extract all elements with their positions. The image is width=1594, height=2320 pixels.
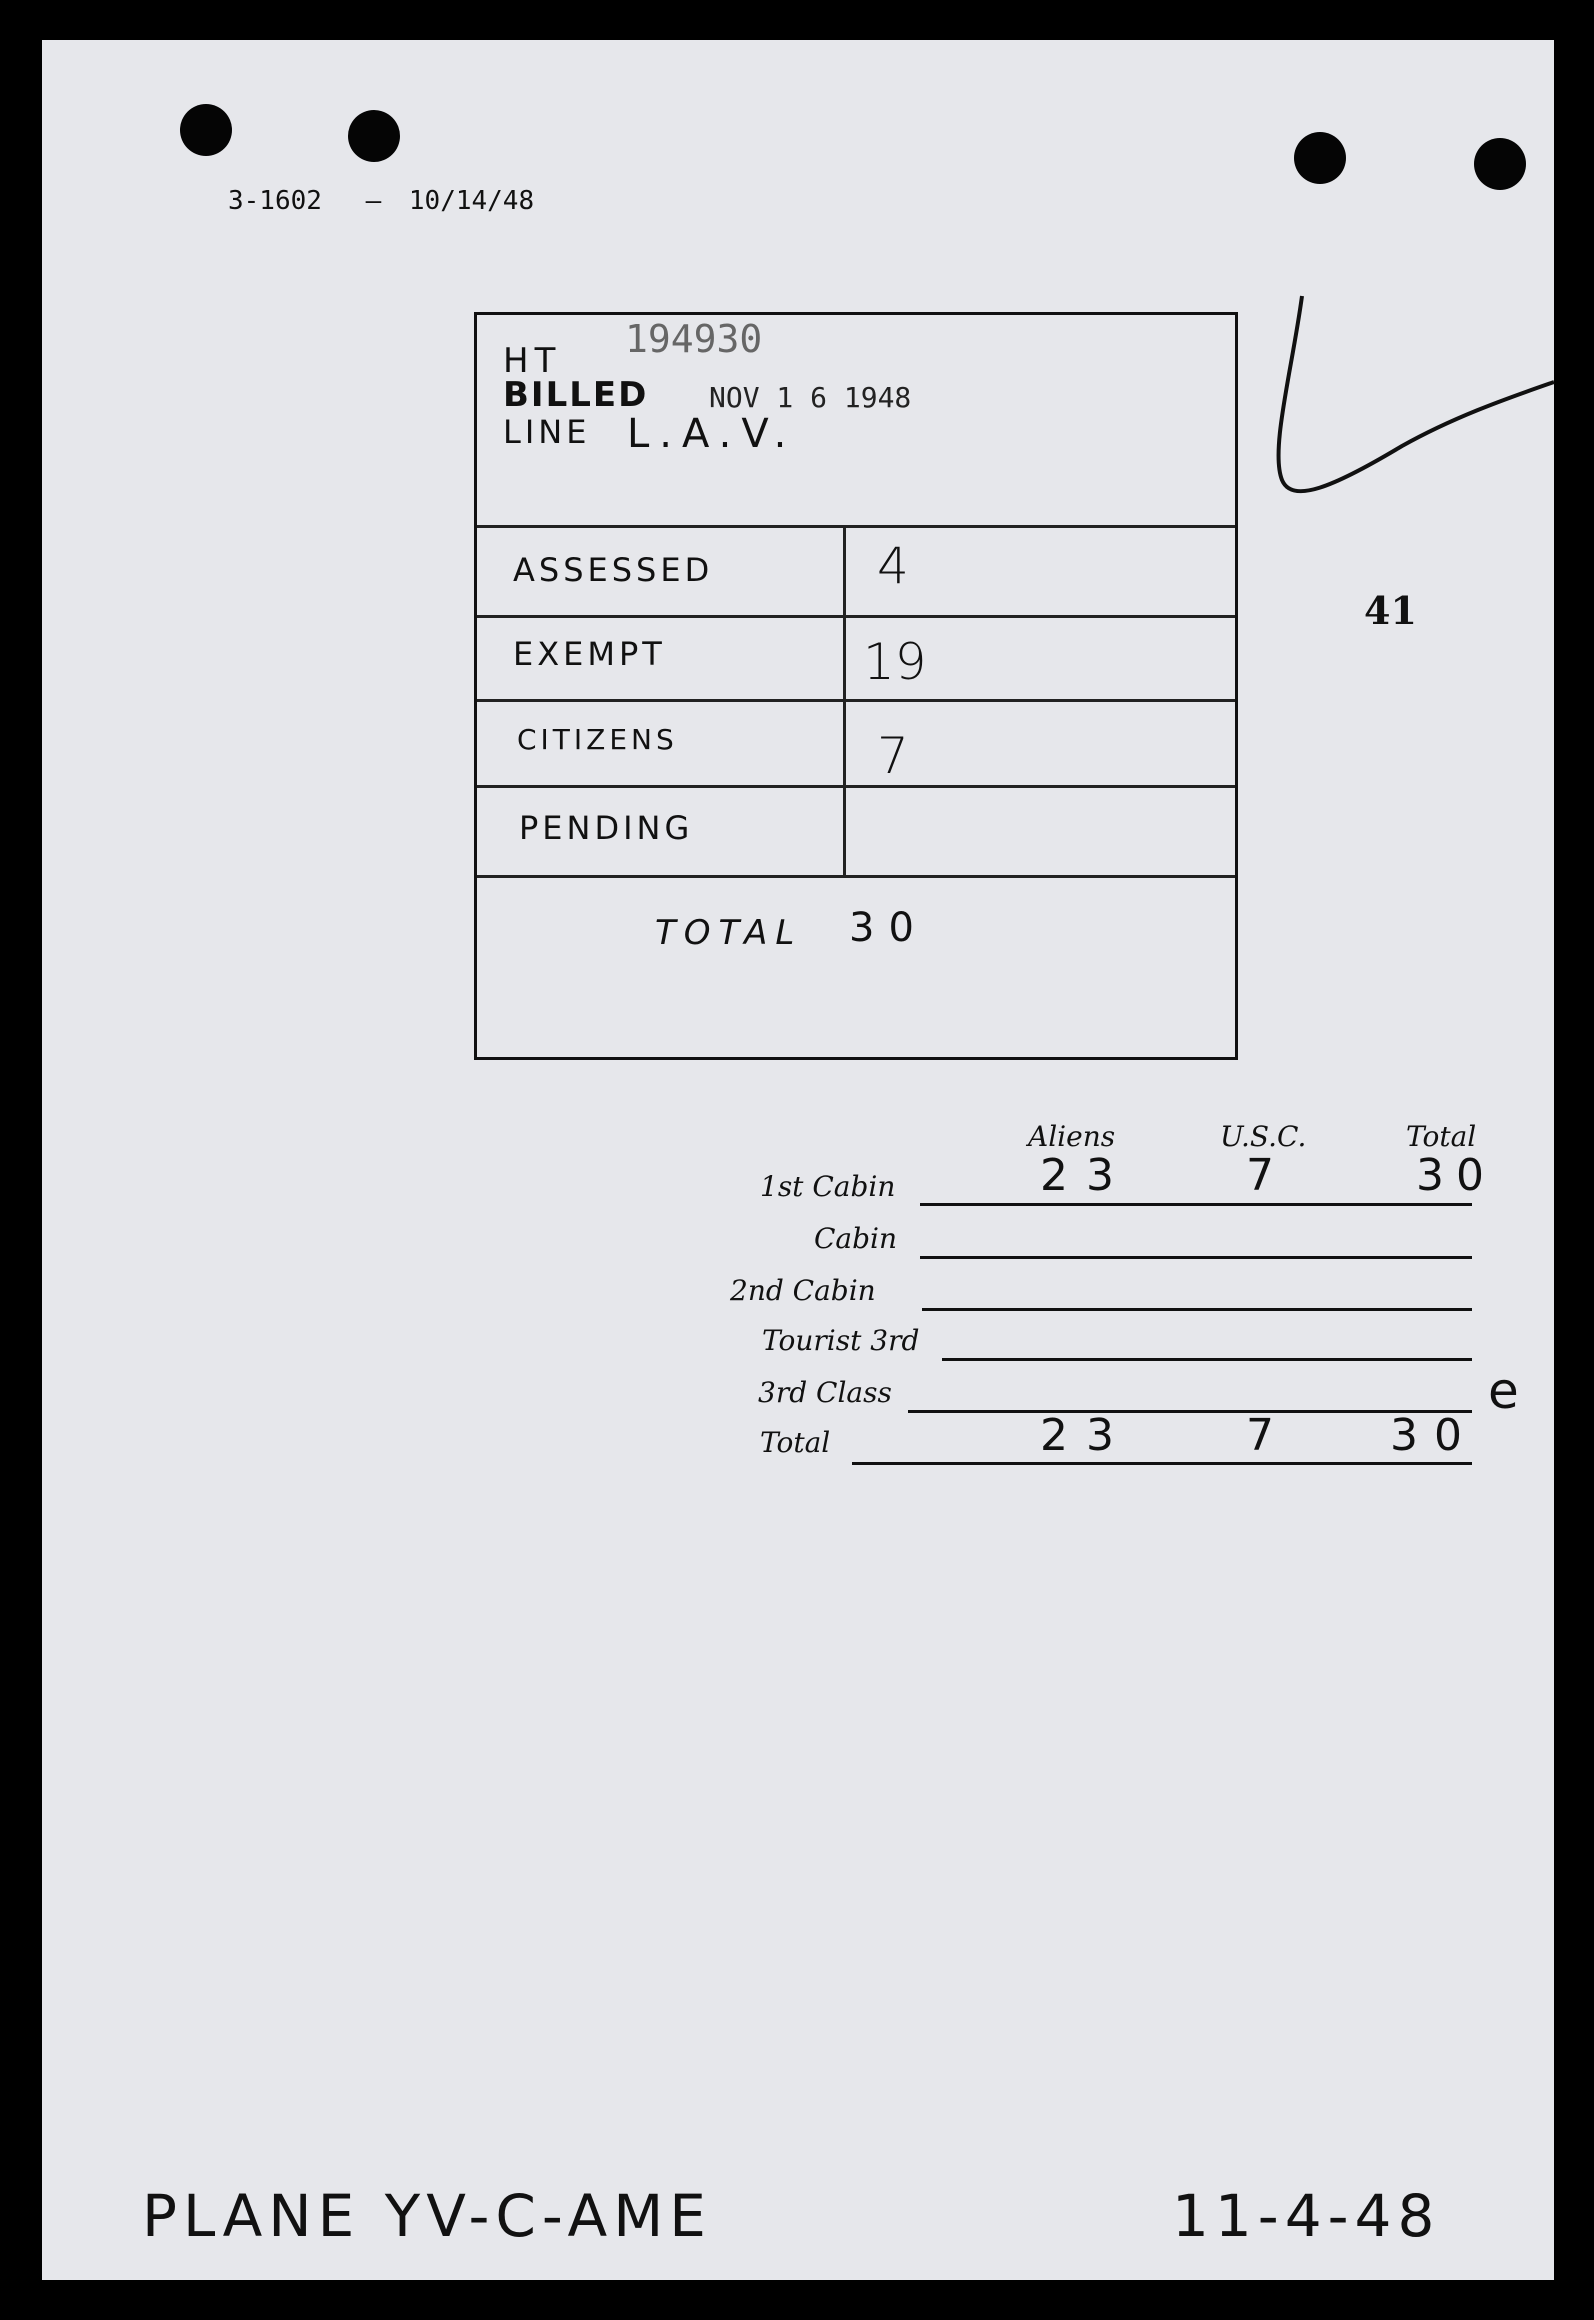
line-value: L.A.V. — [627, 411, 797, 457]
exempt-value: 19 — [863, 633, 927, 691]
ht-number: 194930 — [625, 317, 763, 361]
assessment-box — [474, 312, 1238, 1060]
billed-date: NOV 1 6 1948 — [709, 381, 912, 414]
punch-hole-icon — [1294, 132, 1346, 184]
punch-hole-icon — [1474, 138, 1526, 190]
citizens-label: CITIZENS — [517, 723, 678, 756]
row-label-3rd-class: 3rd Class — [758, 1376, 892, 1409]
reference-line — [228, 186, 534, 216]
pending-label: PENDING — [519, 809, 694, 847]
punch-hole-icon — [180, 104, 232, 156]
divider — [843, 525, 846, 875]
assessed-label: ASSESSED — [513, 551, 714, 589]
header-usc: U.S.C. — [1220, 1120, 1307, 1153]
divider — [477, 615, 1235, 618]
row-label-cabin: Cabin — [814, 1222, 898, 1255]
reference-dash: — — [365, 186, 382, 216]
divider — [477, 785, 1235, 788]
check-mark-icon — [1262, 250, 1562, 520]
footer-date: 11-4-48 — [1172, 2182, 1441, 2250]
form-number: 3-1602 — [228, 186, 322, 216]
reference-date: 10/14/48 — [408, 186, 535, 216]
divider — [477, 699, 1235, 702]
row-label-tourist-3rd: Tourist 3rd — [762, 1324, 920, 1357]
header-aliens: Aliens — [1028, 1120, 1116, 1153]
assessed-value: 4 — [877, 537, 909, 595]
aliens-1st-cabin: 23 — [1040, 1150, 1132, 1201]
ht-label: HT — [503, 341, 562, 381]
usc-1st-cabin: 7 — [1246, 1150, 1274, 1201]
divider — [477, 525, 1235, 528]
fill-line — [852, 1462, 1472, 1465]
document-sheet — [42, 40, 1554, 2280]
exempt-label: EXEMPT — [513, 635, 666, 673]
page-number: 41 — [1364, 588, 1417, 633]
fill-line — [942, 1358, 1472, 1361]
usc-total: 7 — [1246, 1410, 1274, 1461]
fill-line — [908, 1410, 1472, 1413]
row-label-1st-cabin: 1st Cabin — [760, 1170, 896, 1203]
fill-line — [922, 1308, 1472, 1311]
fill-line — [920, 1203, 1472, 1206]
total-1st-cabin: 30 — [1416, 1150, 1496, 1201]
plane-identifier: PLANE YV-C-AME — [142, 2182, 712, 2250]
punch-hole-icon — [348, 110, 400, 162]
total-value: 30 — [849, 905, 928, 951]
row-label-2nd-cabin: 2nd Cabin — [730, 1274, 876, 1307]
divider — [477, 875, 1235, 878]
total-total: 30 — [1390, 1410, 1478, 1461]
citizens-value: 7 — [877, 727, 909, 785]
row-label-total: Total — [760, 1426, 831, 1459]
margin-mark: e — [1488, 1362, 1519, 1420]
billed-label: BILLED — [503, 375, 649, 415]
line-label: LINE — [503, 413, 591, 451]
fill-line — [920, 1256, 1472, 1259]
total-label: TOTAL — [655, 913, 803, 953]
aliens-total: 23 — [1040, 1410, 1132, 1461]
header-total: Total — [1406, 1120, 1477, 1153]
